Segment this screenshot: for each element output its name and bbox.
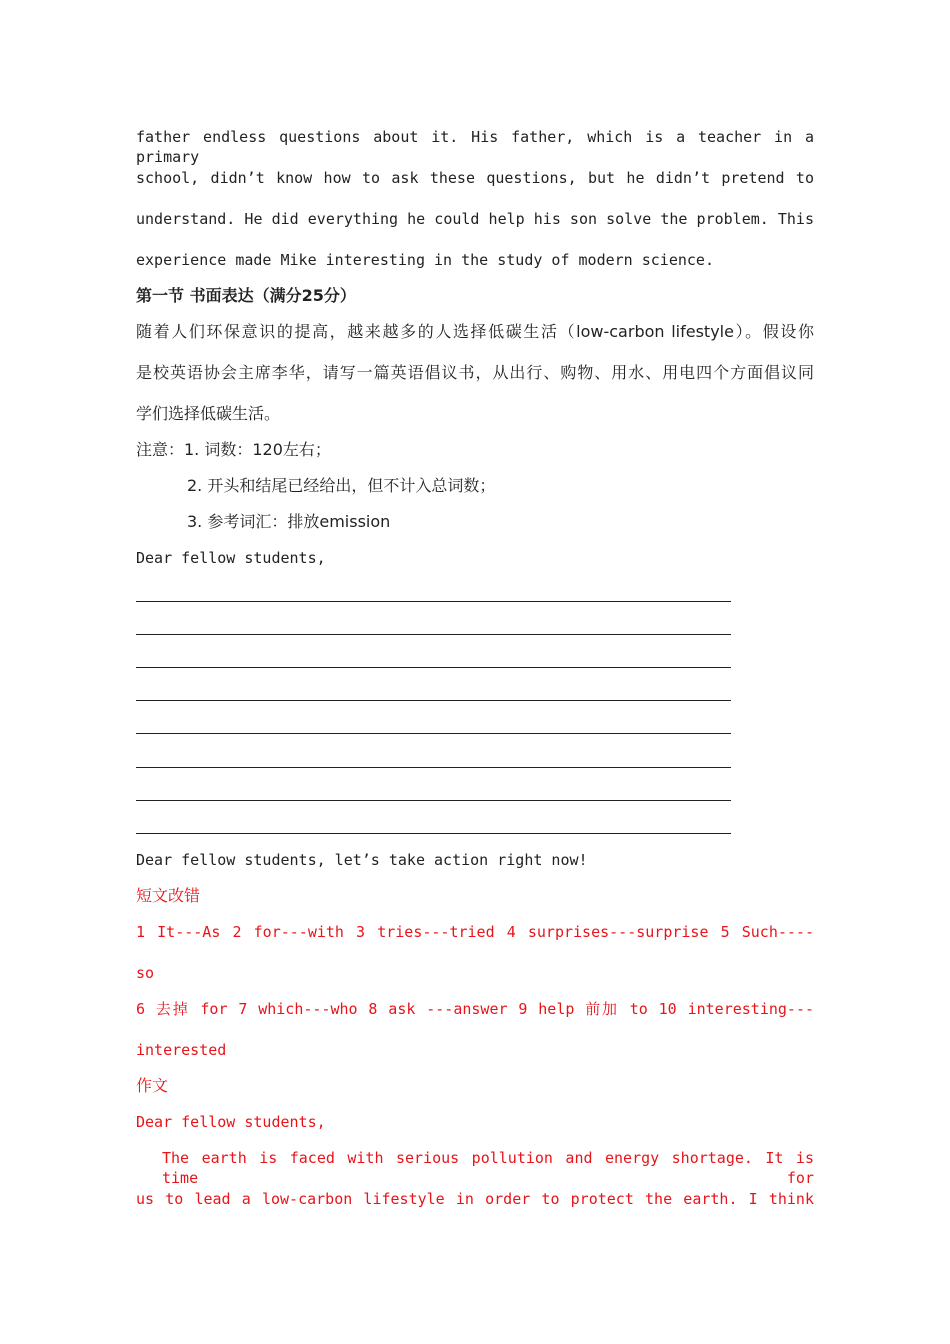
prompt-line: 随着人们环保意识的提高，越来越多的人选择低碳生活（low-carbon lifestyle）。假设你	[136, 322, 814, 341]
writing-blank-line	[136, 667, 731, 668]
correction-heading: 短文改错	[136, 886, 201, 905]
correction-line: so	[136, 964, 155, 982]
writing-blank-line	[136, 767, 731, 768]
writing-blank-line	[136, 700, 731, 701]
writing-blank-line	[136, 800, 731, 801]
writing-blank-line	[136, 733, 731, 734]
passage-line: experience made Mike interesting in the study of modern science.	[136, 251, 714, 269]
essay-line: The earth is faced with serious pollution and energy shortage. It is time for	[162, 1149, 814, 1187]
essay-salutation: Dear fellow students,	[136, 1113, 326, 1131]
passage-line: understand. He did everything he could help his son solve the problem. This	[136, 210, 814, 228]
correction-line: 1 It---As 2 for---with 3 tries---tried 4 surprises---surprise 5 Such----	[136, 923, 814, 941]
correction-line: interested	[136, 1041, 227, 1059]
writing-blank-line	[136, 634, 731, 635]
correction-line: 6 去掉 for 7 which---who 8 ask ---answer 9 help 前加 to 10 interesting---	[136, 1000, 814, 1018]
passage-line: father endless questions about it. His father, which is a teacher in a primary	[136, 128, 814, 166]
note-line: 注意：1. 词数：120左右；	[136, 440, 331, 459]
writing-blank-line	[136, 833, 731, 834]
closing-line: Dear fellow students, let’s take action right now!	[136, 851, 588, 869]
prompt-line: 是校英语协会主席李华，请写一篇英语倡议书，从出行、购物、用水、用电四个方面倡议同	[136, 363, 814, 382]
note-line: 2. 开头和结尾已经给出，但不计入总词数；	[187, 476, 496, 495]
prompt-line: 学们选择低碳生活。	[136, 404, 281, 423]
passage-line: school, didn’t know how to ask these questions, but he didn’t pretend to	[136, 169, 814, 187]
note-line: 3. 参考词汇：排放emission	[187, 512, 391, 531]
writing-blank-line	[136, 601, 731, 602]
essay-line: us to lead a low-carbon lifestyle in order to protect the earth. I think	[136, 1190, 814, 1208]
section-heading: 第一节 书面表达（满分25分）	[136, 286, 356, 305]
essay-heading: 作文	[136, 1076, 169, 1095]
salutation: Dear fellow students,	[136, 549, 326, 567]
